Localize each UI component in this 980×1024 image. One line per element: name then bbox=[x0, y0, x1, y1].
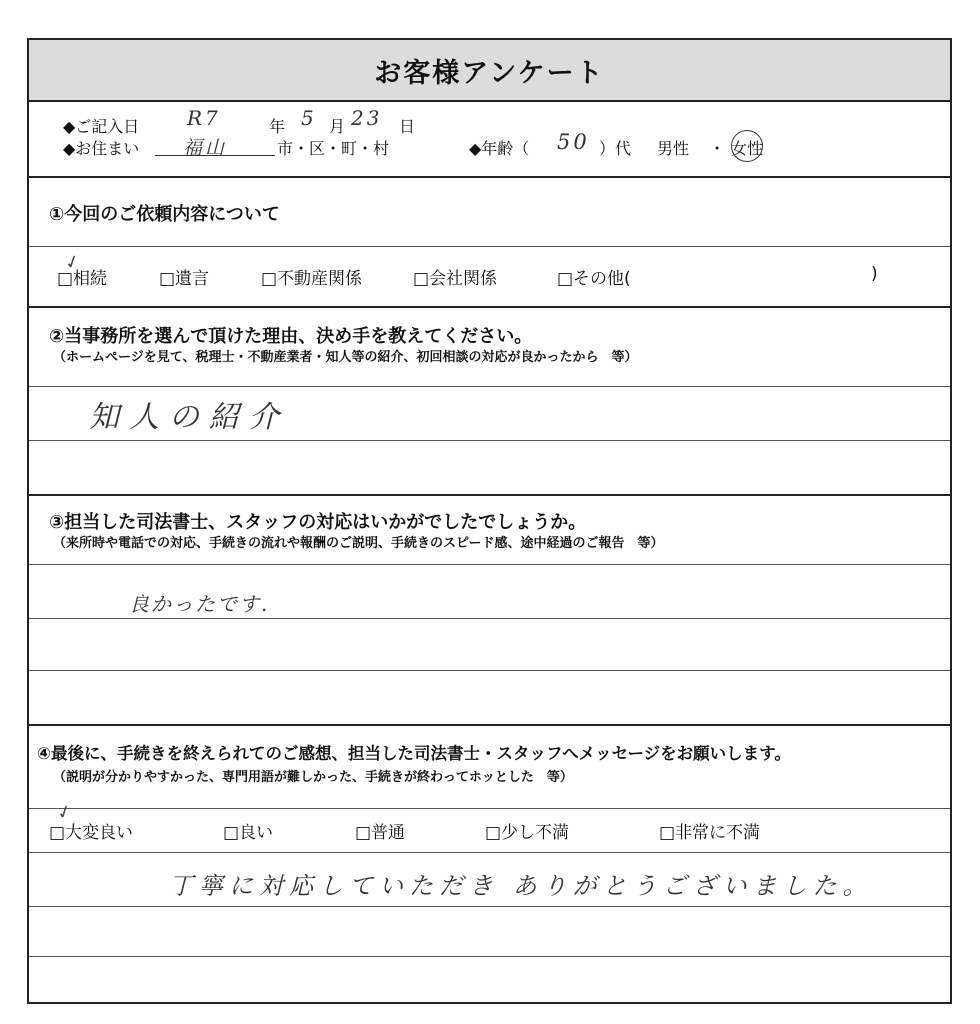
q1-title: ①今回のご依頼内容について bbox=[49, 204, 280, 225]
divider bbox=[29, 724, 950, 726]
q1-option-will[interactable]: □遺言 bbox=[159, 269, 210, 289]
age-unit: ）代 bbox=[599, 139, 632, 158]
q1-option-other[interactable]: □その他( bbox=[557, 269, 631, 289]
date-day-value[interactable]: 23 bbox=[351, 106, 383, 130]
divider bbox=[29, 564, 950, 565]
q4-option-very-unsatisfied[interactable]: □非常に不満 bbox=[659, 823, 761, 843]
questionnaire-form bbox=[27, 38, 952, 1004]
q4-option-average[interactable]: □普通 bbox=[355, 823, 406, 843]
q3-title: ③担当した司法書士、スタッフの対応はいかがでしたでしょうか。 bbox=[49, 512, 587, 533]
address-label: ◆お住まい bbox=[63, 139, 140, 158]
divider bbox=[29, 494, 950, 496]
age-label: ◆年齢（ bbox=[469, 139, 530, 158]
q4-option-good[interactable]: □良い bbox=[223, 823, 274, 843]
divider bbox=[29, 618, 950, 619]
age-value[interactable]: 50 bbox=[557, 130, 590, 154]
gender-separator: ・ bbox=[709, 139, 726, 158]
date-month-value[interactable]: 5 bbox=[301, 106, 317, 130]
divider bbox=[29, 906, 950, 907]
q4-answer[interactable]: 丁寧に対応していただき ありがとうございました。 bbox=[169, 872, 873, 900]
divider bbox=[29, 852, 950, 853]
q4-option-very-good[interactable]: □大変良い bbox=[49, 823, 134, 843]
divider bbox=[29, 306, 950, 308]
divider bbox=[29, 670, 950, 671]
gender-female-option[interactable]: 女性 bbox=[731, 139, 764, 158]
gender-male-option[interactable]: 男性 bbox=[657, 139, 690, 158]
date-year-value[interactable]: R7 bbox=[187, 106, 221, 130]
q1-option-other-close: ) bbox=[871, 264, 878, 284]
q1-option-company[interactable]: □会社関係 bbox=[413, 269, 498, 289]
address-value: 福山 bbox=[183, 137, 228, 159]
check-mark-icon: ✓ bbox=[54, 800, 75, 825]
divider bbox=[29, 246, 950, 247]
q3-subtitle: （来所時や電話での対応、手続きの流れや報酬のご説明、手続きのスピード感、途中経過のご報告 等） bbox=[53, 536, 664, 551]
q4-option-slightly-unsatisfied[interactable]: □少し不満 bbox=[485, 823, 570, 843]
divider bbox=[29, 808, 950, 809]
divider bbox=[29, 440, 950, 441]
q2-title: ②当事務所を選んで頂けた理由、決め手を教えてください。 bbox=[49, 326, 533, 347]
date-month-unit: 月 bbox=[329, 117, 346, 136]
form-title: お客様アンケート bbox=[29, 40, 950, 102]
address-field[interactable] bbox=[155, 133, 275, 159]
q2-subtitle: （ホームページを見て、税理士・不動産業者・知人等の紹介、初回相談の対応が良かったから 等） bbox=[53, 350, 638, 365]
q3-answer[interactable]: 良かったです. bbox=[129, 592, 270, 616]
q4-title: ④最後に、手続きを終えられてのご感想、担当した司法書士・スタッフへメッセージをお願いします。 bbox=[37, 744, 791, 763]
q2-answer[interactable]: 知人の紹介 bbox=[89, 400, 289, 435]
divider bbox=[29, 386, 950, 387]
divider bbox=[29, 956, 950, 957]
q4-subtitle: （説明が分かりやすかった、専門用語が難しかった、手続きが終わってホッとした 等） bbox=[53, 770, 573, 785]
date-label: ◆ご記入日 bbox=[63, 117, 140, 136]
date-year-unit: 年 bbox=[269, 117, 286, 136]
check-mark-icon: ✓ bbox=[62, 250, 83, 275]
q1-option-inheritance[interactable]: □相続 bbox=[57, 269, 108, 289]
q1-option-real-estate[interactable]: □不動産関係 bbox=[261, 269, 363, 289]
address-units: 市・区・町・村 bbox=[277, 139, 390, 158]
divider bbox=[29, 176, 950, 178]
selected-circle-mark bbox=[726, 125, 767, 166]
date-day-unit: 日 bbox=[399, 117, 416, 136]
